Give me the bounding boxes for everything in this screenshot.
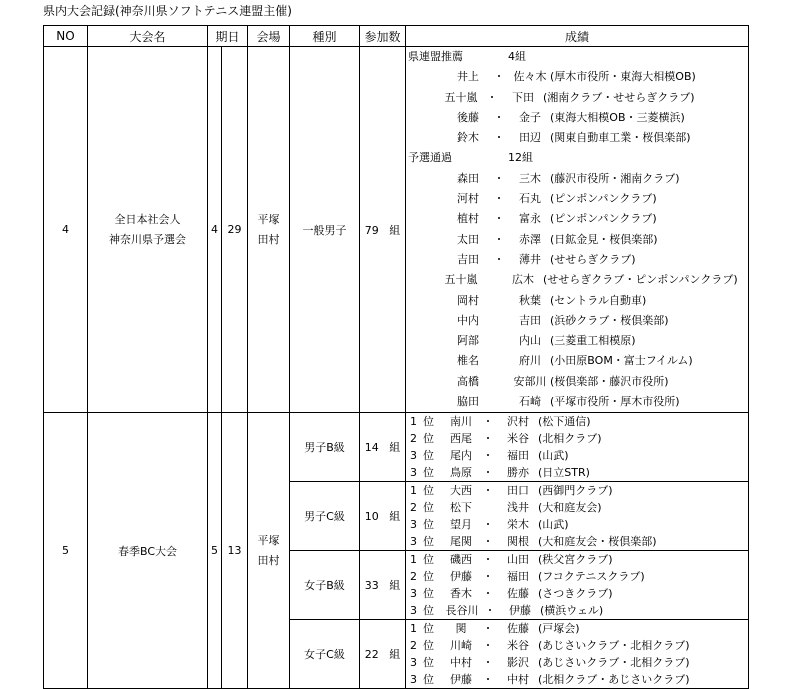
player-1: 脇田 [457,395,480,409]
rank-suffix: 位 [423,518,435,532]
affiliation: (セントラル自動車) [550,293,647,307]
player-1: 植村 [457,212,480,226]
count-unit: 組 [389,510,401,524]
rank-suffix: 位 [423,656,435,670]
player-2: 田辺 [519,131,542,145]
header-name: 大会名 [88,26,208,47]
affiliation: (日立STR) [538,466,590,480]
list-item [406,351,748,371]
separator: ・ [493,110,505,124]
player-2: 伊藤 [509,604,532,618]
affiliation: (厚木市役所・東海大相模OB) [550,70,696,84]
separator: ・ [482,432,494,446]
header-date: 期日 [208,26,248,47]
player-2: 広木 [512,273,535,287]
list-item [406,331,748,351]
player-1: 井上 [457,70,480,84]
player-2: 下田 [512,90,535,104]
separator: ・ [482,656,494,670]
tournament-name [88,47,208,413]
list-item [406,413,748,430]
affiliation: (湘南クラブ・せせらぎクラブ) [543,90,695,104]
rank [406,447,444,464]
affiliation: (フコクテニスクラブ) [538,570,645,584]
section-groups: 4組 [508,50,527,63]
participant-count [360,482,406,551]
player-2: 秋葉 [519,293,542,307]
player-1: 尾関 [450,535,473,549]
rank-number: 3 [410,656,418,670]
player-2: 安部川 [513,374,547,388]
count-value: 79 [364,223,379,237]
affiliation: (あじさいクラブ・北相クラブ) [538,656,690,670]
count-value: 33 [364,579,379,593]
player-1: 磯西 [450,553,473,567]
list-item [406,67,748,87]
rank-number: 2 [410,501,418,515]
separator: ・ [482,535,494,549]
list-item [406,482,748,499]
participant-count [360,551,406,620]
separator: ・ [482,622,494,636]
count-value: 22 [364,648,379,662]
rank-number: 2 [410,432,418,446]
affiliation: (藤沢市役所・湘南クラブ) [550,171,680,185]
list-item [406,250,748,270]
player-1: 岡村 [457,293,480,307]
player-2: 福田 [507,570,530,584]
rank [406,620,444,637]
affiliation: (ピンポンパンクラブ) [550,192,657,206]
list-item [406,516,748,533]
affiliation: (大和庭友会・桜倶楽部) [538,535,657,549]
count-unit: 組 [389,579,401,593]
separator: ・ [482,449,494,463]
header-row [44,26,749,47]
affiliation: (秩父宮クラブ) [538,553,613,567]
affiliation: (山武) [538,449,569,463]
rank [406,516,444,533]
separator: ・ [482,673,494,687]
list-item [406,169,748,189]
list-item [406,372,748,392]
rank-suffix: 位 [423,501,435,515]
player-1: 五十嵐 [444,273,478,287]
results-cell [406,413,749,482]
results-cell [406,620,749,689]
player-1: 伊藤 [450,570,473,584]
player-1: 森田 [457,171,480,185]
list-item [406,311,748,331]
tournament-name-line1: 全日本社会人 [114,212,181,226]
player-2: 佐藤 [507,587,530,601]
list-item [406,430,748,447]
player-1: 鈴木 [457,131,480,145]
date-month: 5 [208,413,222,689]
rank [406,637,444,654]
rank-number: 3 [410,587,418,601]
player-1: 鳥原 [450,466,473,480]
affiliation: (ピンポンパンクラブ) [550,212,657,226]
rank-suffix: 位 [423,449,435,463]
player-1: 南川 [450,415,473,429]
player-1: 高橋 [457,374,480,388]
player-2: 吉田 [519,313,542,327]
player-1: 中内 [457,313,480,327]
player-2: 勝亦 [507,466,530,480]
rank [406,568,444,585]
rank-suffix: 位 [423,432,435,446]
rank [406,464,444,481]
rank [406,602,444,619]
player-2: 内山 [519,334,542,348]
player-1: 大西 [450,484,473,498]
rank-number: 2 [410,570,418,584]
player-2: 米谷 [507,432,530,446]
affiliation: (北相クラブ・あじさいクラブ) [538,673,690,687]
rank [406,654,444,671]
affiliation: (あじさいクラブ・北相クラブ) [538,639,690,653]
separator: ・ [493,252,505,266]
player-1: 松下 [450,501,473,515]
player-2: 田口 [507,484,530,498]
affiliation: (浜砂クラブ・桜倶楽部) [550,313,669,327]
player-2: 石崎 [519,395,542,409]
player-1: 長谷川 [445,604,479,618]
results-cell [406,551,749,620]
list-item [406,620,748,637]
player-2: 薄井 [519,252,542,266]
rank-number: 1 [410,484,418,498]
separator: ・ [493,70,505,84]
list-item [406,108,748,128]
venue-line2: 田村 [257,232,280,246]
list-item [406,291,748,311]
list-item [406,602,748,619]
rank-number: 3 [410,449,418,463]
list-item [406,637,748,654]
player-2: 山田 [507,553,530,567]
affiliation: (日鉱金見・桜倶楽部) [550,232,658,246]
rank-number: 3 [410,535,418,549]
player-1: 伊藤 [450,673,473,687]
list-item [406,654,748,671]
rank-number: 3 [410,673,418,687]
player-2: 赤澤 [519,232,542,246]
player-2: 米谷 [507,639,530,653]
affiliation: (松下通信) [538,415,591,429]
participant-count [360,413,406,482]
count-unit: 組 [389,441,401,455]
count-unit: 組 [389,223,401,237]
rank-suffix: 位 [423,553,435,567]
affiliation: (西御門クラブ) [538,484,613,498]
header-venue: 会場 [248,26,290,47]
section-header [406,47,748,67]
player-1: 阿部 [457,334,480,348]
section-label: 予選通過 [408,151,453,165]
rank-number: 3 [410,466,418,480]
list-item [406,189,748,209]
player-1: 関 [455,622,467,636]
affiliation: (桜倶楽部・藤沢市役所) [550,374,669,388]
rank-suffix: 位 [423,587,435,601]
player-1: 西尾 [450,432,473,446]
rank [406,533,444,550]
affiliation: (せせらぎクラブ) [550,252,636,266]
player-1: 尾内 [450,449,473,463]
separator: ・ [482,466,494,480]
rank-number: 1 [410,415,418,429]
affiliation: (戸塚会) [538,622,580,636]
player-1: 香木 [450,587,473,601]
player-2: 中村 [507,673,530,687]
page-title: 県内大会記録(神奈川県ソフトテニス連盟主催) [43,4,292,18]
count-value: 14 [364,441,379,455]
player-2: 富永 [519,212,542,226]
player-1: 望月 [450,518,473,532]
separator: ・ [493,171,505,185]
player-2: 三木 [519,171,542,185]
rank [406,499,444,516]
section-groups: 12組 [508,151,534,165]
player-1: 五十嵐 [444,90,478,104]
player-2: 金子 [519,110,542,124]
list-item [406,464,748,481]
affiliation: (平塚市役所・厚木市役所) [550,395,680,409]
player-2: 佐藤 [507,622,530,636]
separator: ・ [493,232,505,246]
header-count: 参加数 [360,26,406,47]
affiliation: (小田原BOM・富士フイルム) [550,354,693,368]
participant-count [360,47,406,413]
category: 一般男子 [290,47,360,413]
date-day: 13 [222,413,248,689]
affiliation: (せせらぎクラブ・ピンポンパンクラブ) [543,273,738,287]
table-row [44,413,749,482]
tournament-name-line2: 神奈川県予選会 [109,232,186,246]
category: 女子C級 [290,620,360,689]
rank-suffix: 位 [423,570,435,584]
player-1: 河村 [457,192,480,206]
player-2: 佐々木 [513,70,547,84]
affiliation: (さつきクラブ) [538,587,613,601]
tournament-name: 春季BC大会 [88,413,208,689]
list-item [406,499,748,516]
venue-line1: 平塚 [257,212,280,226]
separator: ・ [482,484,494,498]
list-item [406,88,748,108]
rank-suffix: 位 [423,484,435,498]
list-item [406,230,748,250]
category: 男子B級 [290,413,360,482]
rank-number: 2 [410,639,418,653]
list-item [406,128,748,148]
affiliation: (東海大相模OB・三菱横浜) [550,110,685,124]
category: 男子C級 [290,482,360,551]
rank-suffix: 位 [423,466,435,480]
affiliation: (横浜ウェル) [540,604,604,618]
separator: ・ [493,131,505,145]
list-item [406,585,748,602]
rank [406,671,444,688]
separator: ・ [484,604,496,618]
row-no: 5 [44,413,88,689]
venue-line1: 平塚 [257,533,280,547]
rank [406,551,444,568]
player-2: 影沢 [507,656,530,670]
separator: ・ [482,587,494,601]
records-table [43,25,749,689]
player-1: 椎名 [457,354,480,368]
row-no: 4 [44,47,88,413]
participant-count [360,620,406,689]
list-item [406,551,748,568]
results-cell [406,47,749,413]
separator: ・ [482,518,494,532]
player-2: 石丸 [519,192,542,206]
affiliation: (三菱重工相模原) [550,334,636,348]
separator: ・ [482,639,494,653]
header-category: 種別 [290,26,360,47]
player-1: 後藤 [457,110,480,124]
affiliation: (北相クラブ) [538,432,602,446]
affiliation: (大和庭友会) [538,501,602,515]
rank-suffix: 位 [423,673,435,687]
list-item [406,270,748,290]
rank [406,413,444,430]
header-no: NO [44,26,88,47]
player-1: 太田 [457,232,480,246]
separator: ・ [493,212,505,226]
header-results: 成績 [406,26,749,47]
player-2: 関根 [507,535,530,549]
rank-number: 1 [410,622,418,636]
player-2: 福田 [507,449,530,463]
venue [248,413,290,689]
separator: ・ [482,570,494,584]
player-2: 栄木 [507,518,530,532]
rank [406,585,444,602]
table-row [44,47,749,413]
list-item [406,392,748,412]
category: 女子B級 [290,551,360,620]
rank [406,482,444,499]
count-value: 10 [364,510,379,524]
player-1: 川崎 [450,639,473,653]
venue-line2: 田村 [257,553,280,567]
rank-suffix: 位 [423,415,435,429]
rank-suffix: 位 [423,604,435,618]
section-header [406,148,748,168]
rank-number: 3 [410,518,418,532]
separator: ・ [493,192,505,206]
rank-number: 1 [410,553,418,567]
results-cell [406,482,749,551]
affiliation: (関東自動車工業・桜倶楽部) [550,131,691,145]
player-2: 浅井 [507,501,530,515]
player-2: 府川 [519,354,542,368]
count-unit: 組 [389,648,401,662]
separator: ・ [482,553,494,567]
rank [406,430,444,447]
rank-number: 3 [410,604,418,618]
player-1: 中村 [450,656,473,670]
player-2: 沢村 [507,415,530,429]
venue [248,47,290,413]
list-item [406,568,748,585]
player-1: 吉田 [457,252,480,266]
list-item [406,209,748,229]
list-item [406,533,748,550]
affiliation: (山武) [538,518,569,532]
rank-suffix: 位 [423,622,435,636]
rank-suffix: 位 [423,639,435,653]
list-item [406,447,748,464]
separator: ・ [486,90,498,104]
separator: ・ [482,415,494,429]
date-day: 29 [222,47,248,413]
rank-suffix: 位 [423,535,435,549]
section-label: 県連盟推薦 [408,50,464,63]
date-month: 4 [208,47,222,413]
list-item [406,671,748,688]
